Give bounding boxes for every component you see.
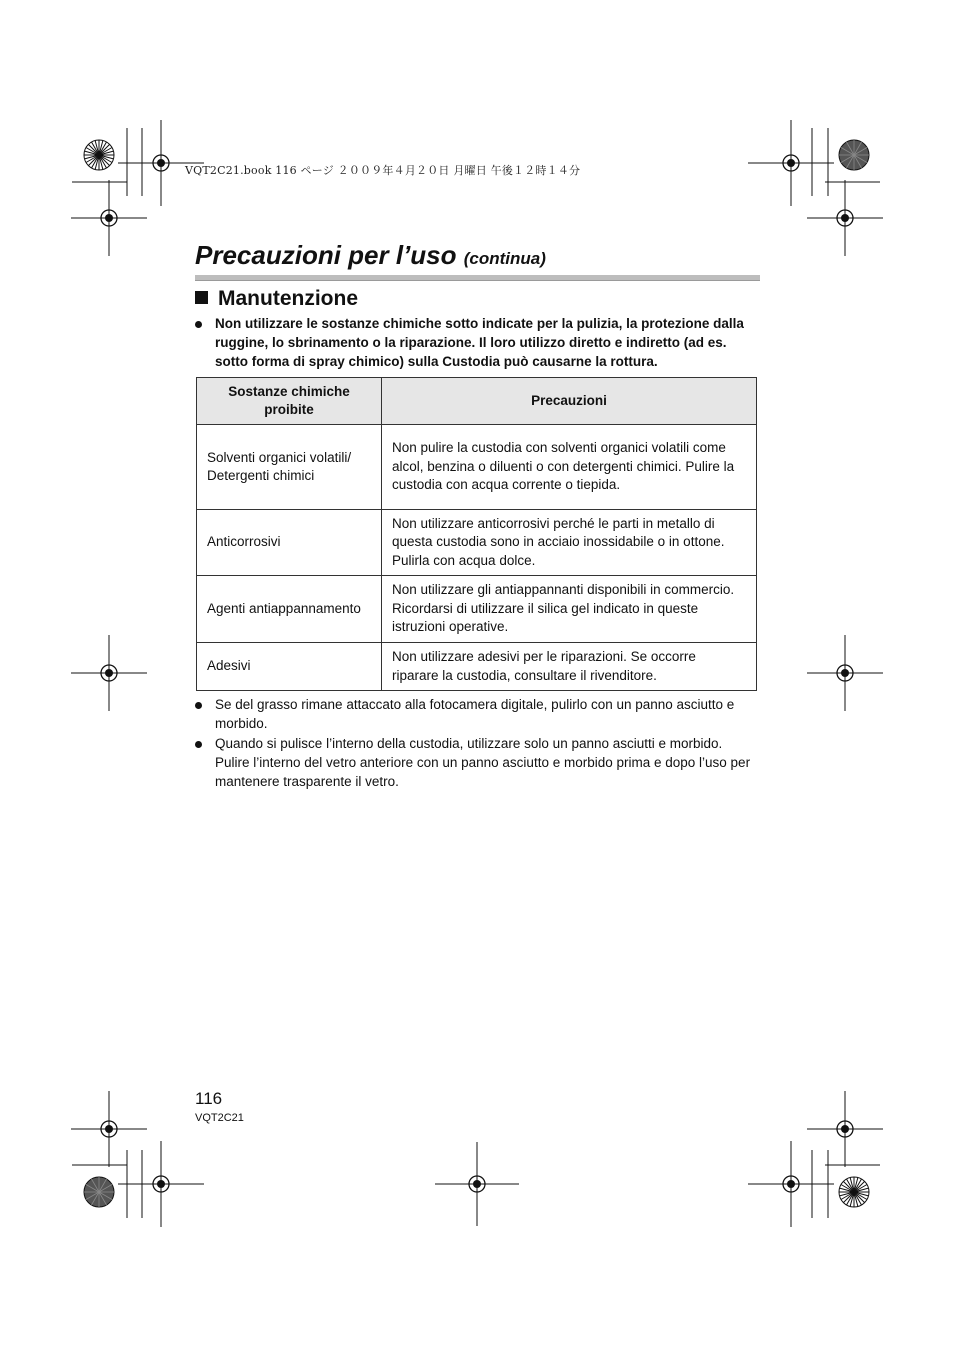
list-item-text: Quando si pulisce l’interno della custodia, utilizzare solo un panno asciutti e morbido. Pulire l’interno del vetro anteriore con un panno asciutto e morbido prima e dopo l’uso per mantenere trasparente il vetro. — [215, 736, 751, 789]
precaution-cell: Non utilizzare gli antiappannanti disponibili in commercio. Ricordarsi di utilizzare il silica gel indicato in queste istruzioni operative. — [382, 576, 757, 643]
prohibited-substances-table — [196, 377, 757, 691]
page-title-main: Precauzioni per l’uso — [195, 240, 457, 270]
title-rule — [195, 275, 760, 281]
substance-cell: Anticorrosivi — [197, 510, 382, 576]
table-row — [197, 643, 757, 691]
registration-dot-icon — [841, 1125, 849, 1133]
list-item-text: Se del grasso rimane attaccato alla fotocamera digitale, pulirlo con un panno asciutto e morbido. — [215, 697, 735, 731]
registration-dot-icon — [841, 669, 849, 677]
table-header-substances: Sostanze chimiche proibite — [197, 378, 382, 425]
registration-dot-icon — [473, 1180, 481, 1188]
table-row — [197, 425, 757, 510]
model-code: VQT2C21 — [195, 1112, 244, 1124]
substance-cell: Solventi organici volatili/ Detergenti chimici — [197, 425, 382, 510]
intro-warning-text: Non utilizzare le sostanze chimiche sotto indicate per la pulizia, la protezione dalla ruggine, lo sbrinamento o la riparazione. Il loro utilizzo diretto e indiretto (ad es. sotto forma di spray chimico) sulla Custodia può causarne la rottura. — [215, 316, 744, 369]
bullet-icon — [195, 741, 202, 748]
registration-dot-icon — [105, 669, 113, 677]
list-item — [195, 734, 759, 791]
table-row — [197, 510, 757, 576]
precaution-cell: Non pulire la custodia con solventi organici volatili come alcol, benzina o diluenti o con detergenti chimici. Pulire la custodia con acqua corrente o tiepida. — [382, 425, 757, 510]
square-bullet-icon — [195, 291, 208, 304]
page-title — [195, 240, 546, 271]
section-heading — [195, 287, 358, 311]
bullet-icon — [195, 702, 202, 709]
table-header-precautions: Precauzioni — [382, 378, 757, 425]
table-header-row — [197, 378, 757, 425]
registration-dot-icon — [105, 214, 113, 222]
list-item — [195, 695, 759, 733]
precaution-cell: Non utilizzare anticorrosivi perché le parti in metallo di questa custodia sono in acciaio inossidabile o in ottone. Pulirla con acqua dolce. — [382, 510, 757, 576]
precaution-cell: Non utilizzare adesivi per le riparazioni. Se occorre riparare la custodia, consultare il rivenditore. — [382, 643, 757, 691]
substance-cell: Adesivi — [197, 643, 382, 691]
substance-cell: Agenti antiappannamento — [197, 576, 382, 643]
registration-dot-icon — [157, 1180, 165, 1188]
registration-dot-icon — [841, 214, 849, 222]
page-number: 116 — [195, 1089, 223, 1108]
registration-dot-icon — [787, 1180, 795, 1188]
intro-warning — [195, 314, 759, 371]
registration-dot-icon — [787, 159, 795, 167]
page-title-sub: (continua) — [463, 249, 546, 268]
registration-dot-icon — [157, 159, 165, 167]
bullet-icon — [195, 321, 202, 328]
section-heading-text: Manutenzione — [218, 287, 358, 310]
book-header-line: VQT2C21.book 116 ページ ２００９年４月２０日 月曜日 午後１２時１４分 — [185, 164, 581, 177]
registration-dot-icon — [105, 1125, 113, 1133]
table-row — [197, 576, 757, 643]
